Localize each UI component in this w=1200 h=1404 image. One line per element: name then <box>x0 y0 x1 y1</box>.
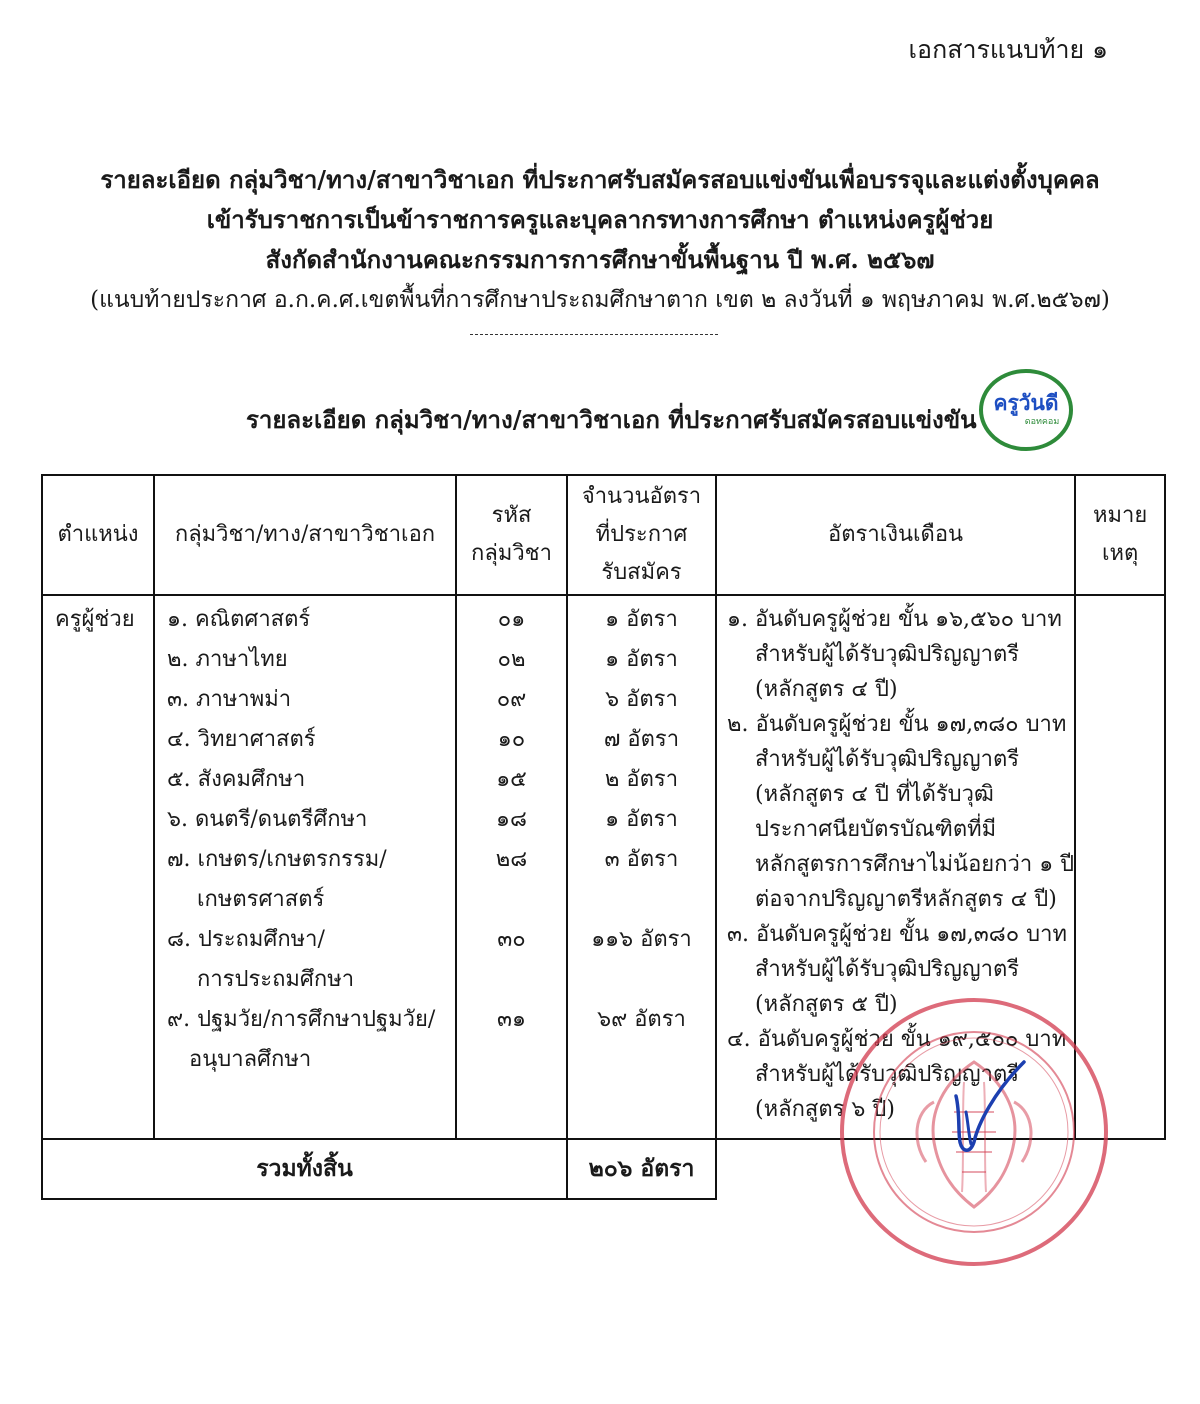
header-quota: จำนวนอัตรา ที่ประกาศ รับสมัคร <box>567 475 716 595</box>
quota-line: ๗ อัตรา <box>603 727 680 752</box>
salary-line: (หลักสูตร ๔ ปี) <box>755 677 898 702</box>
code-line: ๐๙ <box>496 687 527 712</box>
salary-line: สำหรับผู้ได้รับวุฒิปริญญาตรี <box>755 1062 1020 1087</box>
quota-line <box>568 1040 715 1080</box>
subject-line: ๑. คณิตศาสตร์ <box>167 607 311 632</box>
header-line-4: (แนบท้ายประกาศ อ.ก.ค.ศ.เขตพื้นที่การศึกษาประถมศึกษาตาก เขต ๒ ลงวันที่ ๑ พฤษภาคม พ.ศ.๒๕๖๗) <box>90 287 1110 313</box>
table-header-row <box>42 475 1165 595</box>
quota-line <box>568 960 715 1000</box>
code-line: ๑๐ <box>497 727 526 752</box>
salary-line: สำหรับผู้ได้รับวุฒิปริญญาตรี <box>755 642 1020 667</box>
logo-sub-text: ดอทคอม <box>1024 417 1060 427</box>
total-label-cell: รวมทั้งสิ้น <box>42 1139 567 1199</box>
header-line-3: สังกัดสำนักงานคณะกรรมการการศึกษาขั้นพื้นฐาน ปี พ.ศ. ๒๕๖๗ <box>265 245 935 274</box>
quota-line: ๓ อัตรา <box>604 847 679 872</box>
attachment-label: เอกสารแนบท้าย ๑ <box>908 35 1108 64</box>
salary-line: (หลักสูตร ๔ ปี ที่ได้รับวุฒิ <box>755 782 994 807</box>
code-line: ๒๘ <box>495 847 528 872</box>
quota-line: ๖๙ อัตรา <box>597 1007 686 1032</box>
header-line-1: รายละเอียด กลุ่มวิชา/ทาง/สาขาวิชาเอก ที่ประกาศรับสมัครสอบแข่งขันเพื่อบรรจุและแต่งตั้งบุคคล <box>100 165 1100 194</box>
logo-main-text: ครูวันดี <box>993 391 1059 415</box>
salary-line: หลักสูตรการศึกษาไม่น้อยกว่า ๑ ปี <box>755 852 1075 877</box>
quota-cell <box>567 595 716 1139</box>
code-line: ๑๘ <box>496 807 527 832</box>
salary-line: ๑. อันดับครูผู้ช่วย ขั้น ๑๖,๕๖๐ บาท <box>727 607 1062 632</box>
subject-line: การประถมศึกษา <box>197 967 355 992</box>
quota-line <box>568 880 715 920</box>
subject-line: ๕. สังคมศึกษา <box>167 767 306 792</box>
salary-line: (หลักสูตร ๕ ปี) <box>755 992 898 1017</box>
subject-line: ๘. ประถมศึกษา/ <box>167 927 325 952</box>
salary-line: ๔. อันดับครูผู้ช่วย ขั้น ๑๙,๕๐๐ บาท <box>727 1027 1067 1052</box>
header-subject: กลุ่มวิชา/ทาง/สาขาวิชาเอก <box>154 475 456 595</box>
salary-line: ประกาศนียบัตรบัณฑิตที่มี <box>755 817 997 842</box>
code-line: ๐๑ <box>497 607 526 632</box>
header-line-2: เข้ารับราชการเป็นข้าราชการครูและบุคลากรทางการศึกษา ตำแหน่งครูผู้ช่วย <box>206 205 994 234</box>
quota-line: ๑ อัตรา <box>605 607 678 632</box>
subject-line: ๗. เกษตร/เกษตรกรรม/ <box>167 847 387 872</box>
kruwandee-logo <box>978 368 1074 452</box>
subject-line: ๒. ภาษาไทย <box>167 647 288 672</box>
salary-line: ๓. อันดับครูผู้ช่วย ขั้น ๑๗,๓๘๐ บาท <box>727 922 1067 947</box>
salary-line: (หลักสูตร ๖ ปี) <box>755 1097 895 1122</box>
subtitle: รายละเอียด กลุ่มวิชา/ทาง/สาขาวิชาเอก ที่ประกาศรับสมัครสอบแข่งขัน <box>246 405 977 434</box>
salary-line: สำหรับผู้ได้รับวุฒิปริญญาตรี <box>755 747 1020 772</box>
code-line: ๑๕ <box>496 767 527 792</box>
total-value-cell: ๒๐๖ อัตรา <box>567 1139 716 1199</box>
code-line <box>457 960 566 1000</box>
code-line: ๐๒ <box>497 647 526 672</box>
subject-line: ๔. วิทยาศาสตร์ <box>167 727 316 752</box>
header-salary: อัตราเงินเดือน <box>716 475 1075 595</box>
subject-line: ๓. ภาษาพม่า <box>167 687 292 712</box>
header-position: ตำแหน่ง <box>42 475 154 595</box>
quota-line: ๑๑๖ อัตรา <box>591 927 692 952</box>
subject-cell <box>154 595 456 1139</box>
salary-line: ๒. อันดับครูผู้ช่วย ขั้น ๑๗,๓๘๐ บาท <box>727 712 1067 737</box>
position-text: ครูผู้ช่วย <box>55 607 135 632</box>
subject-line: ๖. ดนตรี/ดนตรีศึกษา <box>167 807 368 832</box>
dashed-divider <box>470 334 718 335</box>
salary-line: สำหรับผู้ได้รับวุฒิปริญญาตรี <box>755 957 1020 982</box>
quota-line: ๑ อัตรา <box>605 807 678 832</box>
code-cell <box>456 595 567 1139</box>
code-line: ๓๑ <box>496 1007 526 1032</box>
code-line <box>457 1040 566 1080</box>
quota-line: ๒ อัตรา <box>604 767 679 792</box>
code-line <box>457 880 566 920</box>
position-cell <box>42 595 154 1139</box>
salary-line: ต่อจากปริญญาตรีหลักสูตร ๔ ปี) <box>755 887 1057 912</box>
quota-line: ๑ อัตรา <box>605 647 678 672</box>
quota-line: ๖ อัตรา <box>605 687 678 712</box>
subject-line: เกษตรศาสตร์ <box>197 887 325 912</box>
subject-line: ๙. ปฐมวัย/การศึกษาปฐมวัย/ <box>167 1007 436 1032</box>
header-remark: หมาย เหตุ <box>1075 475 1165 595</box>
official-seal <box>834 992 1114 1272</box>
header-code: รหัส กลุ่มวิชา <box>456 475 567 595</box>
subject-line: อนุบาลศึกษา <box>189 1047 312 1072</box>
code-line: ๓๐ <box>497 927 526 952</box>
